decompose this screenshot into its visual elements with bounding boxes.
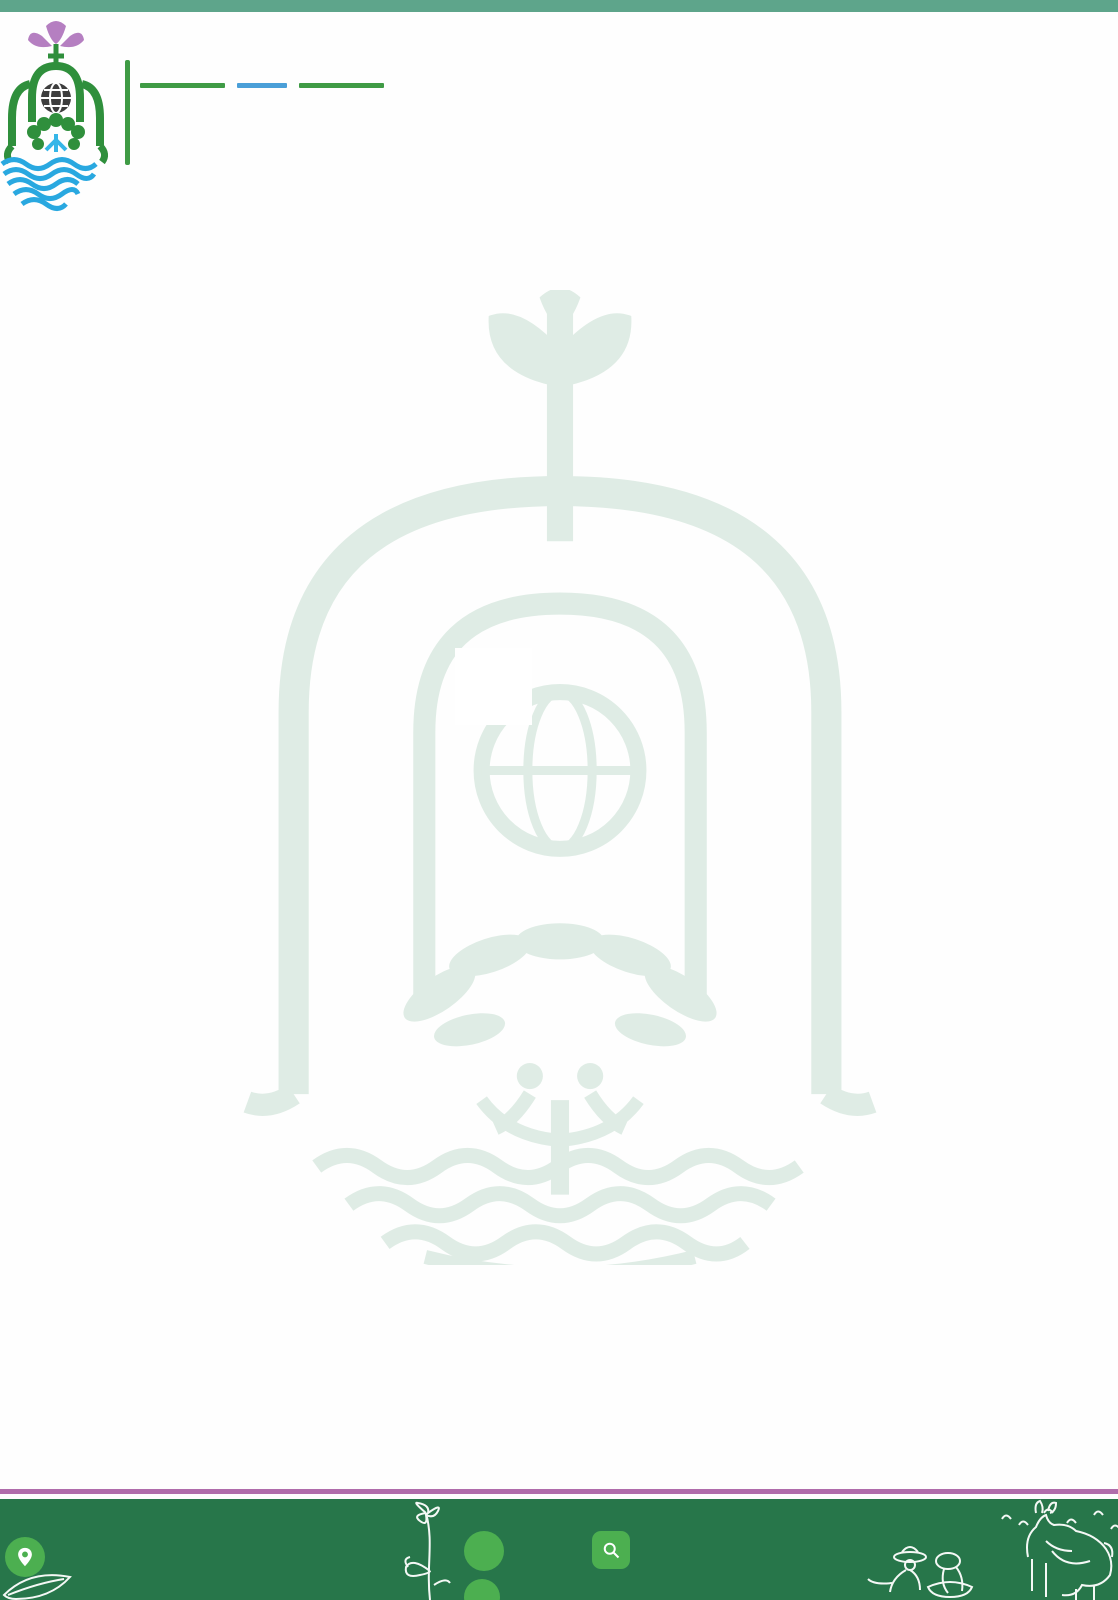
- qr-code: [455, 648, 532, 725]
- phone-icon: [464, 1531, 504, 1571]
- farmer-donkey-art: [852, 1499, 1118, 1600]
- header-underline: [140, 83, 384, 88]
- footer-band: [0, 1499, 1118, 1600]
- parish-logo: [0, 14, 128, 216]
- watermark-row-bottom: [0, 1362, 1118, 1484]
- web-search-icon: [592, 1531, 630, 1569]
- header-text-block: [140, 76, 470, 96]
- mail-icon: [464, 1579, 500, 1600]
- location-pin-icon: [5, 1537, 45, 1577]
- header-divider-line: [125, 60, 130, 165]
- top-green-bar: [0, 0, 1118, 12]
- footer-purple-rule: [0, 1489, 1118, 1494]
- watermark-row-top: [0, 13, 1118, 77]
- flower-line-art: [388, 1501, 464, 1600]
- electronic-signature-stamp: [455, 648, 535, 725]
- watermark-parish-logo: [186, 290, 934, 1265]
